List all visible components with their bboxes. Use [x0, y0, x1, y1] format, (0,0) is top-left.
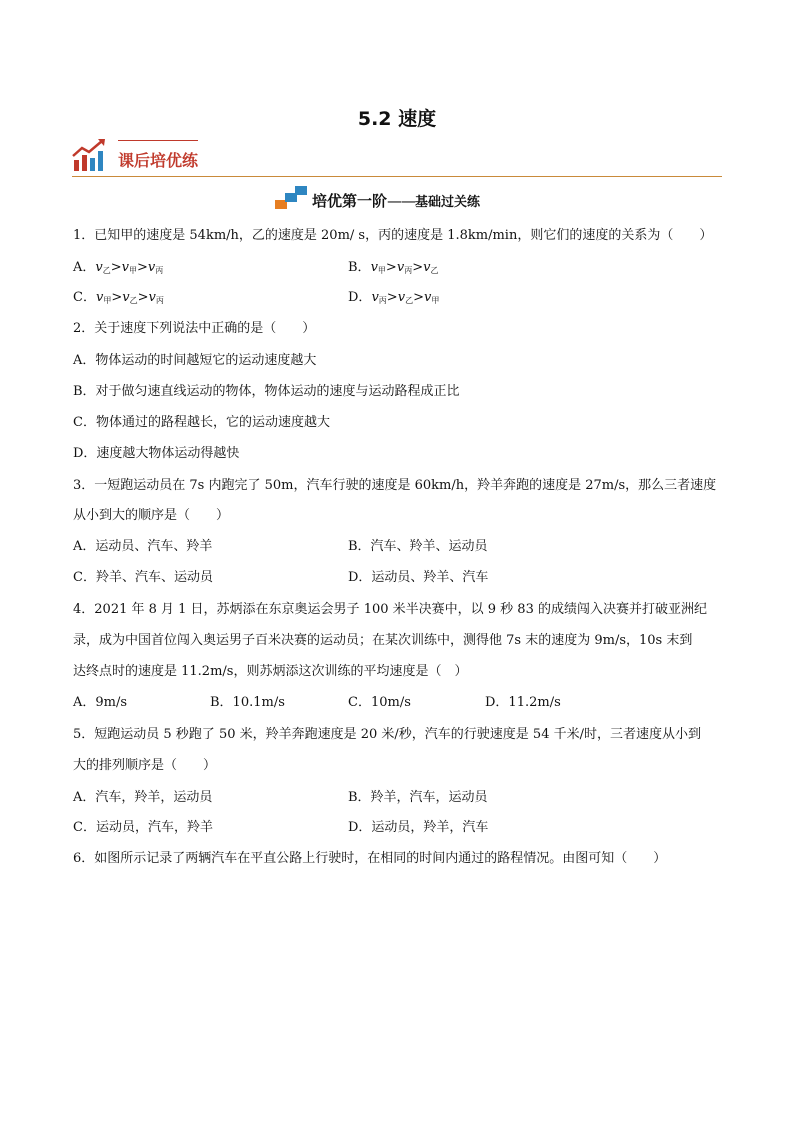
q3-stem-line2: 从小到大的顺序是（ ）: [73, 508, 230, 523]
section-title-sub: 基础过关练: [415, 195, 481, 210]
q2-option-b: B．对于做匀速直线运动的物体，物体运动的速度与运动路程成正比: [73, 384, 460, 399]
section-heading: [0, 184, 794, 212]
q4-option-a: A．9m/s: [73, 695, 128, 710]
section-title-dash: ——: [387, 192, 416, 210]
section-title-main: 培优第一阶: [312, 192, 388, 210]
q2-option-d: D．速度越大物体运动得越快: [73, 446, 240, 461]
q1-option-d: D．v丙>v乙>v甲: [348, 290, 440, 305]
rising-chart-icon: [72, 138, 108, 172]
q1-option-b: B．v甲>v丙>v乙: [348, 260, 439, 275]
q1-option-c: C．v甲>v乙>v丙: [73, 290, 164, 305]
q4-option-d: D．11.2m/s: [485, 695, 561, 710]
stairs-icon: [275, 184, 309, 210]
q4-stem-line1: 4．2021 年 8 月 1 日，苏炳添在东京奥运会男子 100 米半决赛中，以 9 秒 83 的成绩闯入决赛并打破亚洲纪: [73, 602, 707, 617]
q2-option-a: A．物体运动的时间越短它的运动速度越大: [73, 353, 317, 368]
q5-option-d: D．运动员，羚羊，汽车: [348, 820, 489, 835]
banner-rule: [72, 176, 722, 177]
q2-option-c: C．物体通过的路程越长，它的运动速度越大: [73, 415, 330, 430]
q3-option-c: C．羚羊、汽车、运动员: [73, 570, 213, 585]
banner-label: 课后培优练: [118, 151, 199, 170]
q5-option-b: B．羚羊，汽车，运动员: [348, 790, 488, 805]
section-title: [312, 190, 480, 211]
q6-stem: 6．如图所示记录了两辆汽车在平直公路上行驶时，在相同的时间内通过的路程情况。由图可知（ ）: [73, 851, 667, 866]
q2-stem: 2．关于速度下列说法中正确的是（ ）: [73, 321, 316, 336]
q4-option-b: B．10.1m/s: [210, 695, 285, 710]
q1-option-a: A．v乙>v甲>v丙: [73, 260, 164, 275]
q1-stem: 1．已知甲的速度是 54km/h，乙的速度是 20m/ s，丙的速度是 1.8km/min，则它们的速度的关系为（ ）: [73, 228, 713, 243]
q3-option-a: A．运动员、汽车、羚羊: [73, 539, 213, 554]
banner-topline: [118, 140, 198, 141]
q5-stem-line1: 5．短跑运动员 5 秒跑了 50 米，羚羊奔跑速度是 20 米/秒，汽车的行驶速度是 54 千米/时，三者速度从小到: [73, 727, 701, 742]
page-title: 5.2 速度: [357, 108, 437, 130]
q4-option-c: C．10m/s: [348, 695, 411, 710]
section-banner: [72, 136, 722, 180]
q3-option-b: B．汽车、羚羊、运动员: [348, 539, 488, 554]
q3-option-d: D．运动员、羚羊、汽车: [348, 570, 489, 585]
q3-stem-line1: 3．一短跑运动员在 7s 内跑完了 50m，汽车行驶的速度是 60km/h，羚羊奔跑的速度是 27m/s，那么三者速度: [73, 478, 717, 493]
q5-stem-line2: 大的排列顺序是（ ）: [73, 758, 217, 773]
q4-stem-line3: 达终点时的速度是 11.2m/s，则苏炳添这次训练的平均速度是（ ）: [73, 664, 468, 679]
q4-stem-line2: 录，成为中国首位闯入奥运男子百米决赛的运动员；在某次训练中，测得他 7s 末的速度为 9m/s，10s 末到: [73, 633, 693, 648]
q5-option-c: C．运动员，汽车，羚羊: [73, 820, 213, 835]
q5-option-a: A．汽车，羚羊，运动员: [73, 790, 213, 805]
